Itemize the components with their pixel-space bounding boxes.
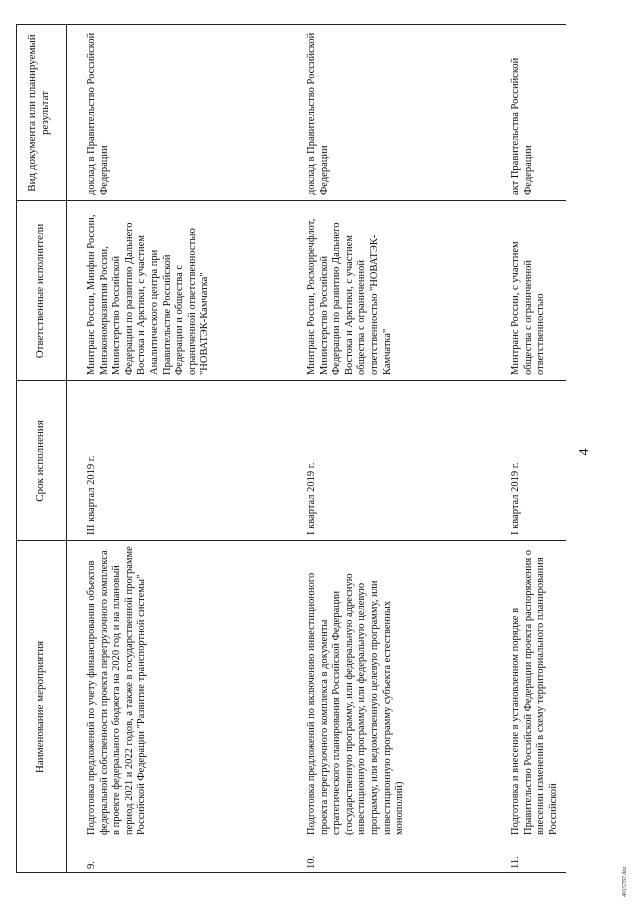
col-divider-2 bbox=[16, 380, 566, 381]
row-number: 9. bbox=[86, 861, 97, 869]
row-name: Подготовка и внесение в установленном порядке в Правительство Российской Федерации проекта распоряжения о внесении изменений в схему территориального планирования Российской bbox=[510, 549, 559, 835]
row-deadline: I квартал 2019 г. bbox=[306, 462, 317, 535]
col-divider-1 bbox=[16, 540, 566, 541]
header-bottom-border bbox=[66, 25, 67, 873]
header-result: Вид документа или планируемый результат bbox=[26, 34, 51, 192]
row-deadline: III квартал 2019 г. bbox=[86, 455, 97, 535]
page-number: 4 bbox=[577, 448, 592, 456]
header-deadline: Срок исполнения bbox=[34, 420, 46, 502]
header-executors: Ответственные исполнители bbox=[34, 223, 46, 359]
col-divider-3 bbox=[16, 200, 566, 201]
row-result: доклад в Правительство Российской Федерации bbox=[86, 32, 110, 195]
table-top-border bbox=[16, 25, 17, 873]
footer-file-code: 4015787.doc bbox=[622, 865, 628, 897]
table-left-border bbox=[16, 872, 566, 873]
action-plan-table bbox=[16, 25, 566, 873]
table-right-border bbox=[16, 24, 566, 25]
header-name: Наименование мероприятия bbox=[34, 640, 46, 774]
row-executors: Минтранс России, с участием общества с ограниченной ответственностью bbox=[510, 241, 547, 375]
row-result: акт Правительства Российской Федерации bbox=[510, 57, 534, 195]
row-deadline: I квартал 2019 г. bbox=[510, 462, 521, 535]
row-name: Подготовка предложений по учету финансирования объектов федеральной собственности проекта перегрузочного комплекса в проекте федерального бюджета на 2020 год и на плановый период 2021 и 2022 годов, а также в государственной программе Российской Федерации "Развитие транспортной системы" bbox=[86, 546, 148, 835]
row-executors: Минтранс России, Минфин России, Минэкономразвития России, Министерство Российской Федерации по развитию Дальнего Востока и Арктики, с участием Аналитического центра при Правительстве Российской Федерации и общества с ограниченной ответственностью "НОВАТЭК-Камчатка" bbox=[86, 214, 211, 375]
row-name: Подготовка предложений по включению инвестиционного проекта перегрузочного комплекса в документы стратегического планирования Российской Федерации (государственную программу, или федеральную адресную инвестиционную программу, или федеральную целевую программу, или ведомственную целевую программу, или инвестиционную программу субъекта естественных монополий) bbox=[306, 572, 406, 835]
row-number: 10. bbox=[306, 855, 317, 869]
row-result: доклад в Правительство Российской Федерации bbox=[306, 32, 330, 195]
row-executors: Минтранс России, Росморречфлот, Министерство Российской Федерации по развитию Дальнего Востока и Арктики, с участием общества с ограниченной ответственностью "НОВАТЭК-Камчатка" bbox=[306, 218, 393, 375]
row-number: 11. bbox=[510, 856, 521, 869]
